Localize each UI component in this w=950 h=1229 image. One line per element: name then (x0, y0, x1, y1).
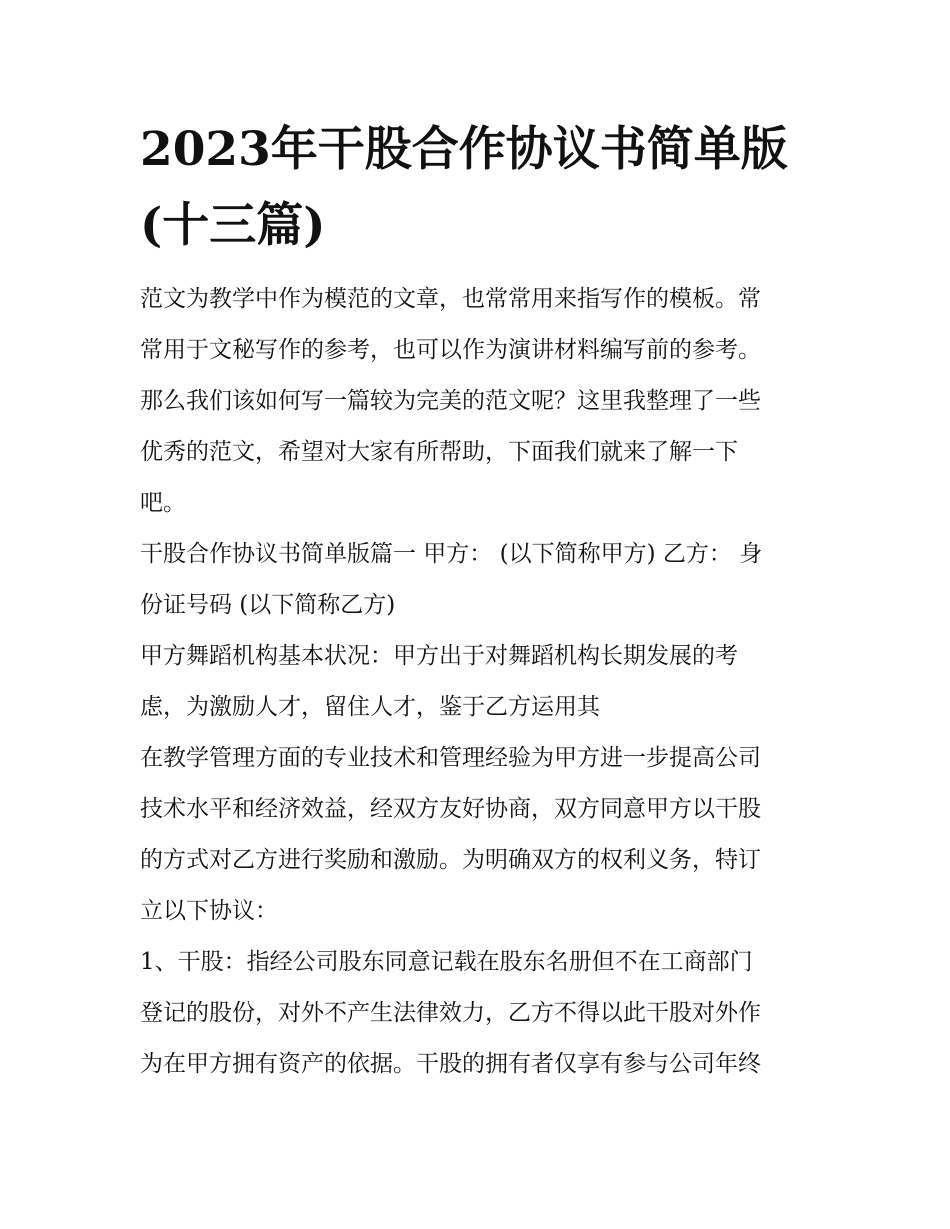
paragraph-clause-1: 1、干股：指经公司股东同意记载在股东名册但不在工商部门 登记的股份，对外不产生法律效力，乙方不得以此干股对外作 为在甲方拥有资产的依据。干股的拥有者仅享有参与公司年终 (140, 949, 761, 1077)
document-title: 2023年干股合作协议书简单版 (十三篇) (140, 122, 788, 253)
paragraph-intro: 范文为教学中作为模范的文章，也常常用来指写作的模板。常 常用于文秘写作的参考，也可以作为演讲材料编写前的参考。 那么我们该如何写一篇较为完美的范文呢？这里我整理了一些 优秀的范文，希望对大家有所帮助，下面我们就来了解一下 吧。 (140, 286, 761, 516)
paragraph-parties: 干股合作协议书简单版篇一 甲方： (以下简称甲方) 乙方： 身 份证号码 (以下简称乙方) (140, 541, 763, 618)
paragraph-purpose: 在教学管理方面的专业技术和管理经验为甲方进一步提高公司 技术水平和经济效益，经双方友好协商，双方同意甲方以干股 的方式对乙方进行奖励和激励。为明确双方的权利义务，特订 立以下协议： (140, 745, 761, 924)
document-body (140, 274, 820, 1090)
paragraph-background: 甲方舞蹈机构基本状况：甲方出于对舞蹈机构长期发展的考 虑，为激励人才，留住人才，鉴于乙方运用其 (140, 643, 738, 720)
